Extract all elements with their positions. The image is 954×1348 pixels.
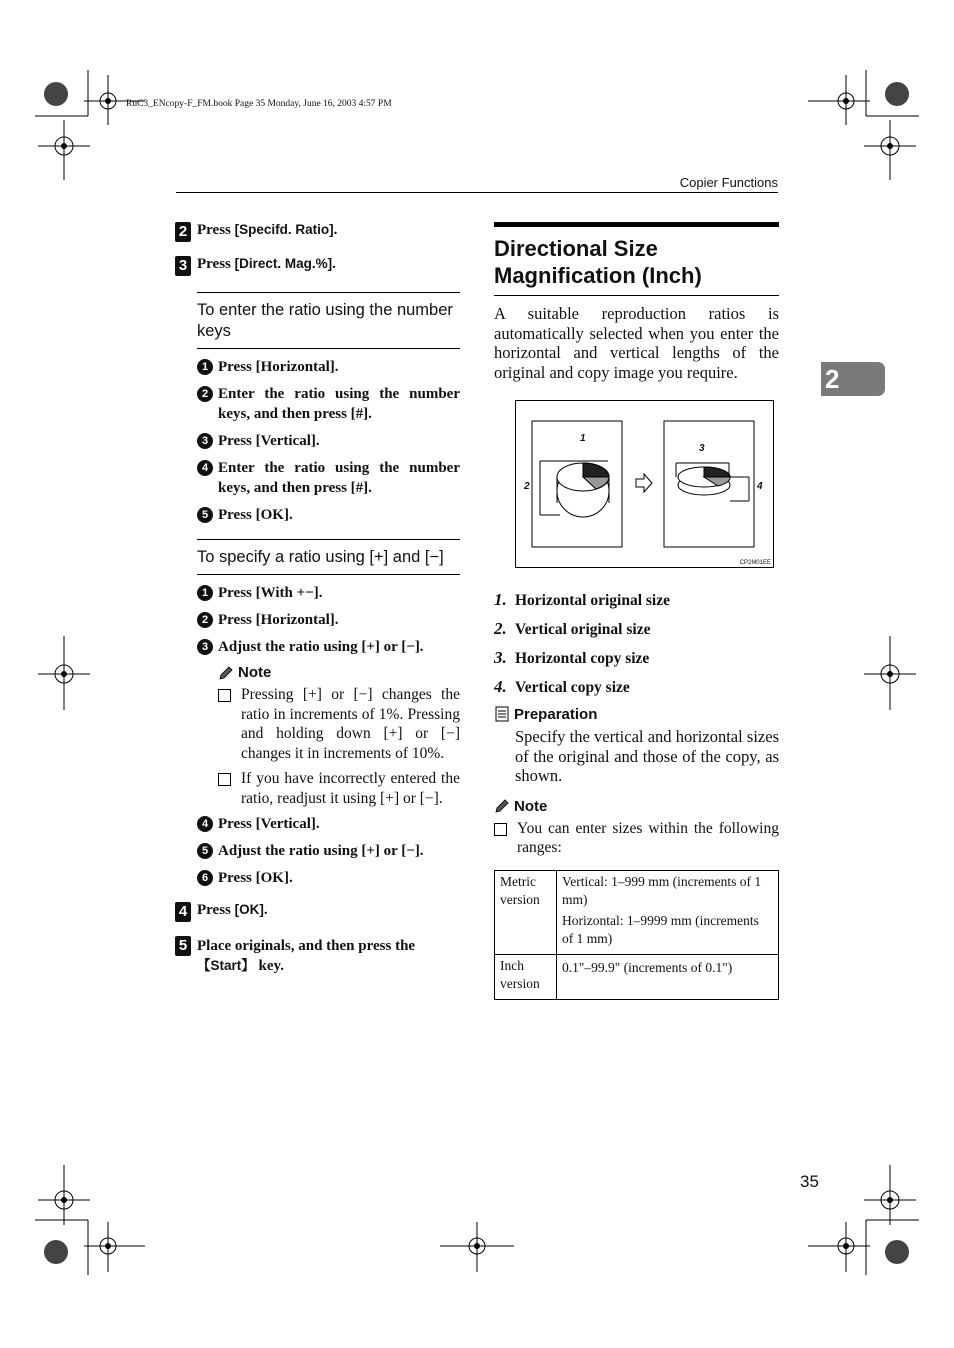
figure-code: CP2M01EE: [739, 559, 771, 566]
key-label: [Direct. Mag.%]: [234, 256, 333, 271]
intro-paragraph: A suitable reproduction ratios is automatically selected when you enter the horizontal and vertical lengths of the original and copy image you require.: [494, 304, 779, 383]
item-text: Press [OK].: [218, 870, 293, 886]
item-text: Enter the ratio using the number keys, and then press [#].: [218, 386, 460, 422]
note-item: [218, 685, 460, 763]
list-item: [197, 431, 460, 451]
list-item: [197, 841, 460, 861]
range-line: Horizontal: 1–9999 mm (increments of 1 mm): [562, 912, 759, 946]
figure-label-1: 1: [580, 432, 586, 444]
list-item: [494, 590, 779, 610]
step-number: 5: [175, 936, 191, 956]
item-number: 5: [197, 507, 213, 523]
preparation-text: Specify the vertical and horizontal sizes of the original and those of the copy, as shown.: [515, 726, 779, 786]
table-cell-label: Inch version: [495, 954, 557, 999]
item-text: Adjust the ratio using [+] or [−].: [218, 843, 424, 859]
note-text: Pressing [+] or [−] changes the ratio in increments of 1%. Pressing and holding down [+] or [−] changes it in increments of 10%.: [241, 686, 460, 762]
item-number: 3: [197, 433, 213, 449]
page-number: 35: [800, 1172, 819, 1191]
item-text: Vertical original size: [515, 620, 651, 638]
subsection-title-plus-minus: To specify a ratio using [+] and [−]: [197, 539, 460, 575]
list-item: [197, 505, 460, 525]
item-text: Enter the ratio using the number keys, and then press [#].: [218, 460, 460, 496]
key-label: [OK]: [234, 902, 264, 917]
note-item: [494, 819, 779, 858]
chapter-tab: 2: [821, 362, 885, 396]
note-item: [218, 769, 460, 808]
range-line: Vertical: 1–999 mm (increments of 1 mm): [562, 873, 762, 907]
item-text: Horizontal original size: [515, 591, 670, 609]
item-number: 3.: [494, 647, 507, 667]
item-number: 1.: [494, 589, 507, 609]
notepad-icon: [494, 706, 510, 722]
item-text: Press [Vertical].: [218, 433, 320, 449]
range-line: 0.1"–99.9" (increments of 0.1"): [562, 959, 733, 975]
list-item: [197, 814, 460, 834]
item-number: 2: [197, 612, 213, 628]
step-5: [175, 936, 460, 976]
preparation-heading: [494, 706, 779, 723]
item-text: Vertical copy size: [515, 678, 630, 696]
list-item: [197, 637, 460, 657]
item-number: 4.: [494, 676, 507, 696]
key-label: [Specifd. Ratio]: [234, 222, 334, 237]
running-head: Copier Functions: [679, 175, 778, 190]
list-item: [494, 677, 779, 697]
list-item: [197, 458, 460, 498]
table-cell-value: [557, 870, 779, 954]
item-number: 2: [197, 386, 213, 402]
subsection-title-number-keys: To enter the ratio using the number keys: [197, 292, 460, 349]
file-stamp: RuC3_ENcopy-F_FM.book Page 35 Monday, June 16, 2003 4:57 PM: [126, 99, 392, 109]
table-cell-label: Metric version: [495, 870, 557, 954]
range-table: [494, 870, 779, 1000]
step-text: Place originals, and then press the: [197, 938, 416, 954]
item-number: 1: [197, 359, 213, 375]
step-2: [175, 222, 460, 242]
checkbox-bullet-icon: [218, 689, 231, 702]
checkbox-bullet-icon: [218, 773, 231, 786]
step-punct: .: [332, 256, 336, 272]
item-number: 6: [197, 870, 213, 886]
size-figure: [515, 400, 774, 568]
right-column: [494, 222, 779, 1000]
header-rule: [176, 192, 778, 193]
list-item: [197, 384, 460, 424]
note-heading: [494, 798, 779, 815]
item-number: 3: [197, 639, 213, 655]
step-text: Press: [197, 256, 235, 272]
list-item: [197, 610, 460, 630]
figure-label-4: 4: [757, 480, 763, 492]
checkbox-bullet-icon: [494, 823, 507, 836]
magnification-diagram: [516, 401, 773, 567]
table-row: [495, 870, 779, 954]
step-number: 3: [175, 256, 191, 276]
item-text: Adjust the ratio using [+] or [−].: [218, 639, 424, 655]
item-number: 4: [197, 460, 213, 476]
step-number: 2: [175, 222, 191, 242]
preparation-label: Preparation: [514, 705, 598, 723]
key-label: 【Start】: [197, 958, 255, 973]
list-item: [197, 583, 460, 603]
note-text: You can enter sizes within the following ranges:: [517, 819, 779, 857]
item-number: 2.: [494, 618, 507, 638]
item-text: Press [Vertical].: [218, 816, 320, 832]
item-text: Press [With +−].: [218, 585, 323, 601]
left-column: [175, 222, 460, 990]
note-heading: [218, 664, 460, 681]
step-4: [175, 902, 460, 922]
item-number: 5: [197, 843, 213, 859]
note-block: [218, 664, 460, 808]
item-text: Press [OK].: [218, 507, 293, 523]
step-punct: .: [333, 222, 338, 238]
size-list: [494, 590, 779, 697]
figure-label-3: 3: [699, 442, 705, 454]
note-label: Note: [514, 797, 548, 815]
table-row: [495, 954, 779, 999]
arrow-right-icon: [636, 474, 652, 492]
list-item: [494, 619, 779, 639]
pencil-icon: [494, 798, 510, 814]
step-3: [175, 256, 460, 276]
step-punct: key.: [254, 958, 284, 974]
step-number: 4: [175, 902, 191, 922]
item-number: 1: [197, 585, 213, 601]
note-text: If you have incorrectly entered the ratio, readjust it using [+] or [−].: [241, 770, 460, 807]
figure-label-2: 2: [524, 480, 530, 492]
list-item: [494, 648, 779, 668]
item-text: Press [Horizontal].: [218, 612, 339, 628]
pencil-icon: [218, 665, 234, 681]
step-punct: .: [263, 902, 268, 918]
table-cell-value: [557, 954, 779, 999]
section-heading: Directional Size Magnification (Inch): [494, 222, 779, 296]
step-text: Press: [197, 902, 235, 918]
item-number: 4: [197, 816, 213, 832]
item-text: Horizontal copy size: [515, 649, 650, 667]
note-label: Note: [238, 664, 272, 681]
step-text: Press: [197, 222, 235, 238]
item-text: Press [Horizontal].: [218, 359, 339, 375]
list-item: [197, 868, 460, 888]
list-item: [197, 357, 460, 377]
